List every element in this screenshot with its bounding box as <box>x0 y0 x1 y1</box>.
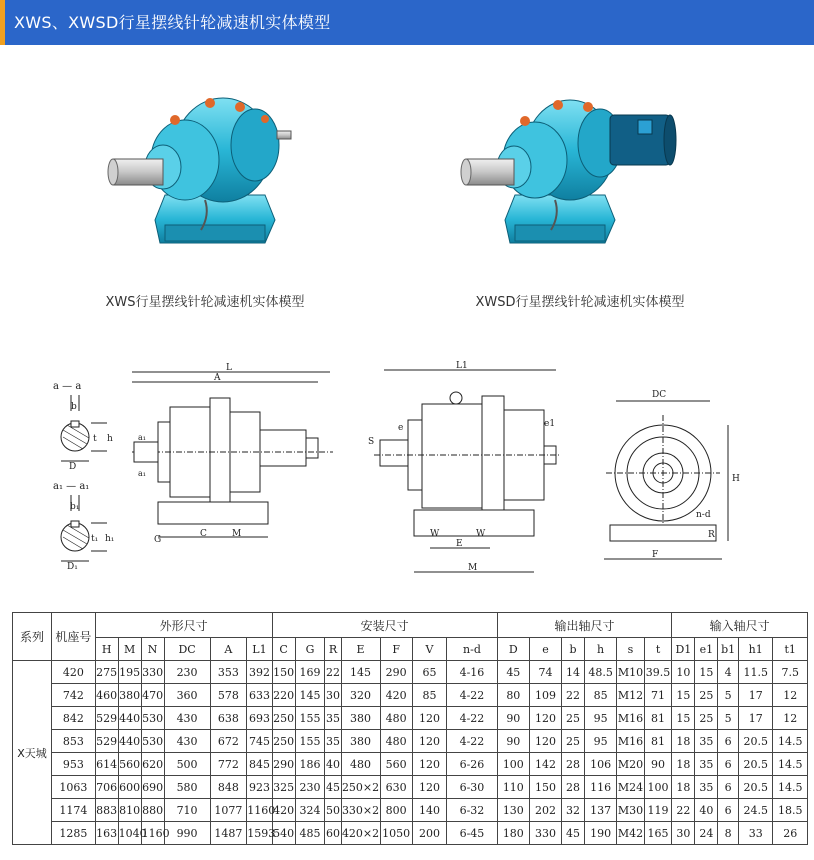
model-cell: 853 <box>52 730 96 753</box>
table-cell: 430 <box>164 730 210 753</box>
model-header: 机座号 <box>52 613 96 661</box>
table-cell: 330 <box>141 661 164 684</box>
table-cell: 25 <box>562 707 585 730</box>
table-cell: 6-26 <box>447 753 498 776</box>
table-cell: 25 <box>695 707 718 730</box>
column-header: C <box>272 638 295 661</box>
table-cell: 8 <box>718 822 739 845</box>
table-cell: 45 <box>497 661 529 684</box>
table-cell: 353 <box>210 661 247 684</box>
label-W-left: W <box>430 529 440 539</box>
table-cell: 630 <box>380 776 412 799</box>
column-header: b1 <box>718 638 739 661</box>
column-header: G <box>295 638 325 661</box>
table-cell: 150 <box>272 661 295 684</box>
model-cell: 420 <box>52 661 96 684</box>
table-cell: 18.5 <box>773 799 808 822</box>
table-cell: 15 <box>672 707 695 730</box>
table-cell: 6 <box>718 753 739 776</box>
table-cell: 22 <box>562 684 585 707</box>
table-cell: 560 <box>118 753 141 776</box>
table-cell: 145 <box>341 661 380 684</box>
table-cell: 6-30 <box>447 776 498 799</box>
table-cell: 290 <box>380 661 412 684</box>
table-cell: 116 <box>585 776 617 799</box>
table-cell: 420×2 <box>341 822 380 845</box>
table-cell: 560 <box>380 753 412 776</box>
column-header: R <box>325 638 341 661</box>
table-cell: 165 <box>644 822 672 845</box>
label-e1: e1 <box>544 419 556 429</box>
table-cell: M30 <box>617 799 645 822</box>
table-cell: 155 <box>295 707 325 730</box>
table-cell: 50 <box>325 799 341 822</box>
table-cell: 4 <box>718 661 739 684</box>
table-cell: 4-22 <box>447 684 498 707</box>
table-cell: 18 <box>672 753 695 776</box>
label-b1: b₁ <box>70 502 80 512</box>
table-cell: 65 <box>412 661 446 684</box>
table-cell: 150 <box>529 776 561 799</box>
table-cell: 35 <box>695 753 718 776</box>
table-cell: 706 <box>95 776 118 799</box>
label-t: t <box>93 434 97 444</box>
table-row <box>13 684 808 707</box>
column-header: e1 <box>695 638 718 661</box>
photo-xws-reducer <box>105 85 305 255</box>
table-cell: 85 <box>412 684 446 707</box>
label-e: e <box>398 423 404 433</box>
column-header: s <box>617 638 645 661</box>
label-L: L <box>226 363 232 373</box>
column-header: h1 <box>738 638 772 661</box>
model-cell: 1174 <box>52 799 96 822</box>
table-cell: 1593 <box>247 822 272 845</box>
table-cell: 530 <box>141 707 164 730</box>
table-cell: 5 <box>718 707 739 730</box>
label-W-right: W <box>476 529 486 539</box>
table-cell: 600 <box>118 776 141 799</box>
table-cell: 485 <box>295 822 325 845</box>
table-cell: 480 <box>380 730 412 753</box>
group-install-dims: 安装尺寸 <box>272 613 497 638</box>
table-cell: 392 <box>247 661 272 684</box>
table-cell: 6 <box>718 730 739 753</box>
label-h: h <box>107 434 113 444</box>
table-cell: 20.5 <box>738 776 772 799</box>
column-header: H <box>95 638 118 661</box>
column-header: D <box>497 638 529 661</box>
table-cell: 845 <box>247 753 272 776</box>
label-S: S <box>368 437 375 447</box>
table-cell: 20.5 <box>738 730 772 753</box>
group-input-shaft: 输入轴尺寸 <box>672 613 808 638</box>
table-row <box>13 730 808 753</box>
table-cell: 12 <box>773 707 808 730</box>
column-header: L1 <box>247 638 272 661</box>
table-cell: 6-45 <box>447 822 498 845</box>
table-cell: 142 <box>529 753 561 776</box>
caption-xws: XWS行星摆线针轮减速机实体模型 <box>105 295 305 310</box>
table-cell: 28 <box>562 776 585 799</box>
table-cell: 380 <box>118 684 141 707</box>
table-cell: 15 <box>672 684 695 707</box>
table-cell: 4-16 <box>447 661 498 684</box>
model-cell: 1063 <box>52 776 96 799</box>
column-header: F <box>380 638 412 661</box>
drawing-keyway-sections <box>45 375 120 575</box>
table-cell: 100 <box>497 753 529 776</box>
table-cell: 638 <box>210 707 247 730</box>
column-header: A <box>210 638 247 661</box>
table-cell: 440 <box>118 707 141 730</box>
table-cell: 90 <box>497 707 529 730</box>
table-cell: 48.5 <box>585 661 617 684</box>
table-cell: 145 <box>295 684 325 707</box>
table-cell: 109 <box>529 684 561 707</box>
table-cell: 26 <box>773 822 808 845</box>
table-cell: 1160 <box>247 799 272 822</box>
table-cell: 17 <box>738 684 772 707</box>
table-cell: 470 <box>141 684 164 707</box>
table-cell: 275 <box>95 661 118 684</box>
table-cell: 230 <box>295 776 325 799</box>
table-cell: 540 <box>272 822 295 845</box>
label-F: F <box>652 550 659 560</box>
column-header: e <box>529 638 561 661</box>
table-cell: 95 <box>585 730 617 753</box>
label-sec-aa: a — a <box>53 381 82 392</box>
table-cell: 380 <box>341 707 380 730</box>
column-header: t1 <box>773 638 808 661</box>
table-cell: 7.5 <box>773 661 808 684</box>
table-cell: 500 <box>164 753 210 776</box>
label-E: E <box>456 539 463 549</box>
table-cell: 990 <box>164 822 210 845</box>
table-cell: 710 <box>164 799 210 822</box>
table-cell: M24 <box>617 776 645 799</box>
table-cell: 39.5 <box>644 661 672 684</box>
table-cell: 848 <box>210 776 247 799</box>
table-cell: 230 <box>164 661 210 684</box>
table-cell: 10 <box>672 661 695 684</box>
label-D1: D₁ <box>67 562 78 572</box>
table-cell: 324 <box>295 799 325 822</box>
drawing-front-view <box>596 385 746 575</box>
table-cell: 530 <box>141 730 164 753</box>
table-cell: M16 <box>617 707 645 730</box>
table-cell: 810 <box>118 799 141 822</box>
table-cell: 120 <box>529 707 561 730</box>
table-cell: 45 <box>562 822 585 845</box>
table-cell: 155 <box>295 730 325 753</box>
table-cell: 120 <box>412 776 446 799</box>
table-row <box>13 707 808 730</box>
table-row <box>13 822 808 845</box>
table-cell: 480 <box>341 753 380 776</box>
table-cell: 110 <box>497 776 529 799</box>
table-cell: 30 <box>325 684 341 707</box>
column-header: D1 <box>672 638 695 661</box>
table-cell: 330 <box>529 822 561 845</box>
table-cell: 580 <box>164 776 210 799</box>
table-cell: 1040 <box>118 822 141 845</box>
table-cell: 35 <box>325 707 341 730</box>
table-cell: 35 <box>695 776 718 799</box>
table-cell: 15 <box>695 661 718 684</box>
column-header: V <box>412 638 446 661</box>
model-cell: 742 <box>52 684 96 707</box>
table-cell: 85 <box>585 684 617 707</box>
table-cell: 106 <box>585 753 617 776</box>
table-cell: 74 <box>529 661 561 684</box>
table-cell: 45 <box>325 776 341 799</box>
table-cell: 440 <box>118 730 141 753</box>
table-cell: 14.5 <box>773 730 808 753</box>
table-cell: 95 <box>585 707 617 730</box>
column-header: t <box>644 638 672 661</box>
table-cell: 140 <box>412 799 446 822</box>
table-cell: 220 <box>272 684 295 707</box>
table-cell: M12 <box>617 684 645 707</box>
column-header: M <box>118 638 141 661</box>
label-t1: t₁ <box>91 534 99 544</box>
table-cell: 130 <box>497 799 529 822</box>
table-cell: 24 <box>695 822 718 845</box>
table-cell: 420 <box>272 799 295 822</box>
table-cell: M42 <box>617 822 645 845</box>
table-cell: 90 <box>644 753 672 776</box>
series-cell: X天城 <box>13 661 52 845</box>
table-cell: 614 <box>95 753 118 776</box>
table-cell: 20.5 <box>738 753 772 776</box>
table-cell: 25 <box>695 684 718 707</box>
table-cell: 420 <box>380 684 412 707</box>
table-cell: 81 <box>644 730 672 753</box>
spec-table <box>12 612 808 838</box>
title-accent <box>0 0 5 45</box>
table-cell: 17 <box>738 707 772 730</box>
label-nd: n-d <box>696 510 711 520</box>
page-title: XWS、XWSD行星摆线针轮减速机实体模型 <box>14 13 331 32</box>
table-cell: 81 <box>644 707 672 730</box>
label-M-side: M <box>232 529 242 539</box>
table-cell: 11.5 <box>738 661 772 684</box>
label-H: H <box>732 474 740 484</box>
table-cell: M20 <box>617 753 645 776</box>
table-cell: 120 <box>412 707 446 730</box>
table-cell: M10 <box>617 661 645 684</box>
label-L1: L1 <box>456 361 468 371</box>
series-header: 系列 <box>13 613 52 661</box>
table-cell: 633 <box>247 684 272 707</box>
table-cell: 620 <box>141 753 164 776</box>
table-cell: M16 <box>617 730 645 753</box>
column-header: b <box>562 638 585 661</box>
table-cell: 202 <box>529 799 561 822</box>
table-cell: 190 <box>585 822 617 845</box>
column-header: n-d <box>447 638 498 661</box>
table-cell: 120 <box>412 730 446 753</box>
column-header: h <box>585 638 617 661</box>
table-cell: 360 <box>164 684 210 707</box>
table-cell: 120 <box>529 730 561 753</box>
table-cell: 745 <box>247 730 272 753</box>
table-cell: 28 <box>562 753 585 776</box>
table-cell: 290 <box>272 753 295 776</box>
table-cell: 460 <box>95 684 118 707</box>
table-cell: 1077 <box>210 799 247 822</box>
column-header: DC <box>164 638 210 661</box>
column-header: N <box>141 638 164 661</box>
label-a1-lower: a₁ <box>138 469 146 478</box>
table-cell: 14 <box>562 661 585 684</box>
table-cell: 529 <box>95 707 118 730</box>
table-cell: 250×2 <box>341 776 380 799</box>
table-cell: 529 <box>95 730 118 753</box>
table-cell: 195 <box>118 661 141 684</box>
model-cell: 1285 <box>52 822 96 845</box>
table-row <box>13 799 808 822</box>
table-cell: 12 <box>773 684 808 707</box>
table-cell: 923 <box>247 776 272 799</box>
table-cell: 430 <box>164 707 210 730</box>
table-cell: 320 <box>341 684 380 707</box>
drawing-xws-side-view <box>118 362 338 552</box>
table-cell: 40 <box>325 753 341 776</box>
table-cell: 6-32 <box>447 799 498 822</box>
table-cell: 250 <box>272 707 295 730</box>
table-cell: 163 <box>95 822 118 845</box>
table-cell: 6 <box>718 799 739 822</box>
label-D: D <box>69 462 77 472</box>
table-cell: 380 <box>341 730 380 753</box>
column-header: E <box>341 638 380 661</box>
label-A: A <box>214 373 221 383</box>
model-cell: 842 <box>52 707 96 730</box>
table-cell: 137 <box>585 799 617 822</box>
title-bar <box>0 0 814 45</box>
table-cell: 40 <box>695 799 718 822</box>
table-cell: 1487 <box>210 822 247 845</box>
table-cell: 330×2 <box>341 799 380 822</box>
table-cell: 22 <box>672 799 695 822</box>
table-cell: 772 <box>210 753 247 776</box>
label-h1: h₁ <box>105 534 115 544</box>
table-cell: 35 <box>325 730 341 753</box>
table-cell: 22 <box>325 661 341 684</box>
table-cell: 33 <box>738 822 772 845</box>
table-row <box>13 776 808 799</box>
table-cell: 4-22 <box>447 707 498 730</box>
table-cell: 200 <box>412 822 446 845</box>
table-cell: 6 <box>718 776 739 799</box>
label-M: M <box>468 563 478 573</box>
table-cell: 35 <box>695 730 718 753</box>
table-cell: 186 <box>295 753 325 776</box>
table-cell: 5 <box>718 684 739 707</box>
table-cell: 32 <box>562 799 585 822</box>
table-cell: 480 <box>380 707 412 730</box>
table-cell: 1160 <box>141 822 164 845</box>
table-row <box>13 753 808 776</box>
label-sec-a1a1: a₁ — a₁ <box>53 481 90 492</box>
table-cell: 883 <box>95 799 118 822</box>
label-a1-upper: a₁ <box>138 433 146 442</box>
group-output-shaft: 输出轴尺寸 <box>497 613 672 638</box>
table-cell: 1050 <box>380 822 412 845</box>
model-cell: 953 <box>52 753 96 776</box>
table-cell: 14.5 <box>773 753 808 776</box>
table-cell: 71 <box>644 684 672 707</box>
table-cell: 578 <box>210 684 247 707</box>
table-cell: 169 <box>295 661 325 684</box>
table-cell: 119 <box>644 799 672 822</box>
table-cell: 60 <box>325 822 341 845</box>
table-cell: 30 <box>672 822 695 845</box>
table-cell: 250 <box>272 730 295 753</box>
label-C: C <box>200 529 207 539</box>
group-outline-dims: 外形尺寸 <box>95 613 272 638</box>
photo-xwsd-reducer <box>460 85 690 255</box>
drawing-xwsd-side-view <box>360 360 570 580</box>
table-cell: 4-22 <box>447 730 498 753</box>
table-cell: 325 <box>272 776 295 799</box>
table-cell: 180 <box>497 822 529 845</box>
table-cell: 120 <box>412 753 446 776</box>
table-cell: 80 <box>497 684 529 707</box>
table-cell: 14.5 <box>773 776 808 799</box>
table-cell: 880 <box>141 799 164 822</box>
table-cell: 690 <box>141 776 164 799</box>
table-cell: 90 <box>497 730 529 753</box>
table-cell: 672 <box>210 730 247 753</box>
label-R: R <box>708 530 715 540</box>
label-b: b <box>71 402 77 412</box>
label-G: G <box>154 535 162 545</box>
table-cell: 18 <box>672 776 695 799</box>
caption-xwsd: XWSD行星摆线针轮减速机实体模型 <box>475 295 685 310</box>
table-cell: 25 <box>562 730 585 753</box>
table-cell: 100 <box>644 776 672 799</box>
table-row <box>13 661 808 684</box>
table-cell: 24.5 <box>738 799 772 822</box>
table-cell: 800 <box>380 799 412 822</box>
table-cell: 693 <box>247 707 272 730</box>
table-cell: 18 <box>672 730 695 753</box>
label-DC: DC <box>652 390 667 400</box>
